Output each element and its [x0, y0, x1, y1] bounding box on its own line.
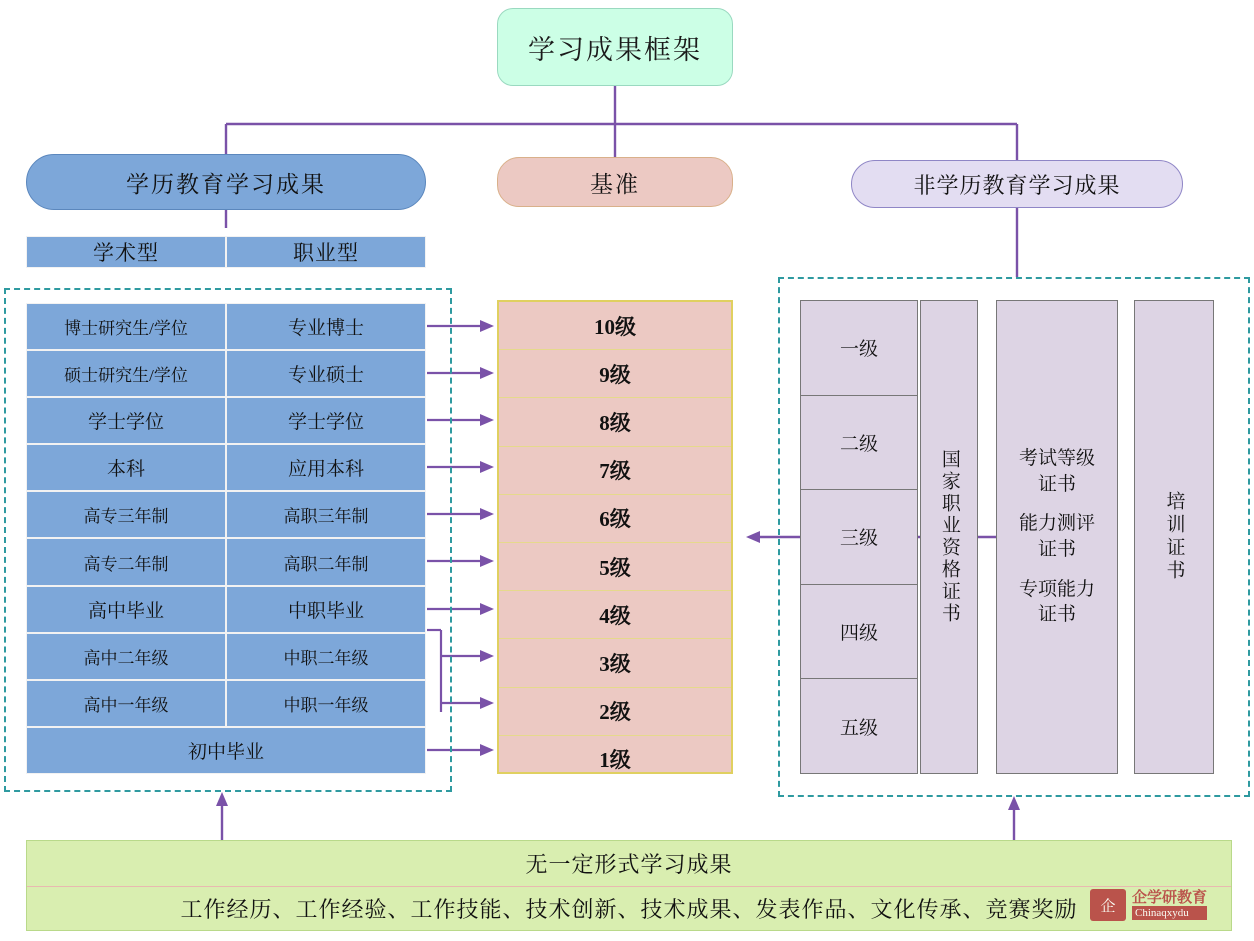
- left-header-vocational: 职业型: [226, 236, 426, 268]
- branch-benchmark: 基准: [497, 157, 733, 207]
- cert-line: 证书: [1037, 604, 1076, 626]
- cert-line: 考试等级: [1018, 448, 1095, 470]
- branch-non-degree-education: 非学历教育学习成果: [851, 160, 1183, 208]
- cert-line: 证书: [1037, 473, 1076, 495]
- cert-line: 专项能力: [1018, 578, 1095, 600]
- level-row: 6级: [499, 495, 731, 543]
- table-row: [26, 350, 426, 397]
- level-row: 3级: [499, 639, 731, 687]
- watermark-text: [1132, 890, 1207, 921]
- table-row: [26, 538, 426, 585]
- cell-academic: 高专二年制: [26, 538, 226, 585]
- grade-item: 二级: [800, 396, 918, 491]
- diagram-title: 学习成果框架: [497, 8, 733, 86]
- grade-item: 三级: [800, 490, 918, 585]
- grade-item: 四级: [800, 585, 918, 680]
- cell-junior-high-graduate: 初中毕业: [26, 727, 426, 774]
- level-row: 5级: [499, 543, 731, 591]
- table-row: [26, 680, 426, 727]
- cell-academic: 硕士研究生/学位: [26, 350, 226, 397]
- table-row: [26, 586, 426, 633]
- level-row: 7级: [499, 447, 731, 495]
- cell-vocational: 学士学位: [226, 397, 426, 444]
- watermark-cn: 企学研教育: [1132, 889, 1208, 906]
- training-certificate: 培训证书: [1134, 300, 1214, 774]
- table-row: [26, 303, 426, 350]
- cell-academic: 本科: [26, 444, 226, 491]
- grade-item: 一级: [800, 300, 918, 396]
- cell-vocational: 高职二年制: [226, 538, 426, 585]
- table-row: [26, 491, 426, 538]
- grade-item: 五级: [800, 679, 918, 774]
- left-table: [26, 303, 426, 774]
- cell-academic: 博士研究生/学位: [26, 303, 226, 350]
- table-row: [26, 444, 426, 491]
- informal-items: 工作经历、工作经验、工作技能、技术创新、技术成果、发表作品、文化传承、竞赛奖励: [180, 896, 1078, 922]
- level-row: 9级: [499, 350, 731, 398]
- watermark: [1090, 884, 1240, 926]
- cert-line: 能力测评: [1018, 513, 1095, 535]
- cell-academic: 高专三年制: [26, 491, 226, 538]
- informal-heading: 无一定形式学习成果: [27, 841, 1231, 887]
- non-degree-content: [800, 300, 1228, 774]
- level-row: 10级: [499, 302, 731, 350]
- cell-vocational: 中职毕业: [226, 586, 426, 633]
- cell-vocational: 高职三年制: [226, 491, 426, 538]
- cell-vocational: 应用本科: [226, 444, 426, 491]
- cell-academic: 学士学位: [26, 397, 226, 444]
- cell-academic: 高中二年级: [26, 633, 226, 680]
- level-row: 4级: [499, 591, 731, 639]
- cell-vocational: 专业博士: [226, 303, 426, 350]
- cert-line: 证书: [1037, 539, 1076, 560]
- cell-vocational: 中职二年级: [226, 633, 426, 680]
- watermark-en: Chinaqxydu: [1132, 906, 1207, 920]
- vocational-grades-column: [800, 300, 918, 774]
- left-header-academic: 学术型: [26, 236, 226, 268]
- cert-spacer: [1019, 563, 1095, 577]
- level-row: 8级: [499, 398, 731, 446]
- cert-spacer: [1019, 497, 1095, 511]
- table-row: [26, 633, 426, 680]
- watermark-logo-icon: 企: [1090, 889, 1126, 921]
- cell-vocational: 专业硕士: [226, 350, 426, 397]
- benchmark-levels: [497, 300, 733, 774]
- cell-vocational: 中职一年级: [226, 680, 426, 727]
- cell-academic: 高中一年级: [26, 680, 226, 727]
- left-table-header: [26, 228, 426, 276]
- table-row: [26, 397, 426, 444]
- table-row: [26, 727, 426, 774]
- level-row: 2级: [499, 688, 731, 736]
- certificates-column: [996, 300, 1118, 774]
- national-vocational-qualification-certificate: 国家职业资格证书: [920, 300, 978, 774]
- informal-learning-outcomes: [26, 840, 1232, 931]
- level-row: 1级: [599, 748, 631, 773]
- cell-academic: 高中毕业: [26, 586, 226, 633]
- branch-degree-education: 学历教育学习成果: [26, 154, 426, 210]
